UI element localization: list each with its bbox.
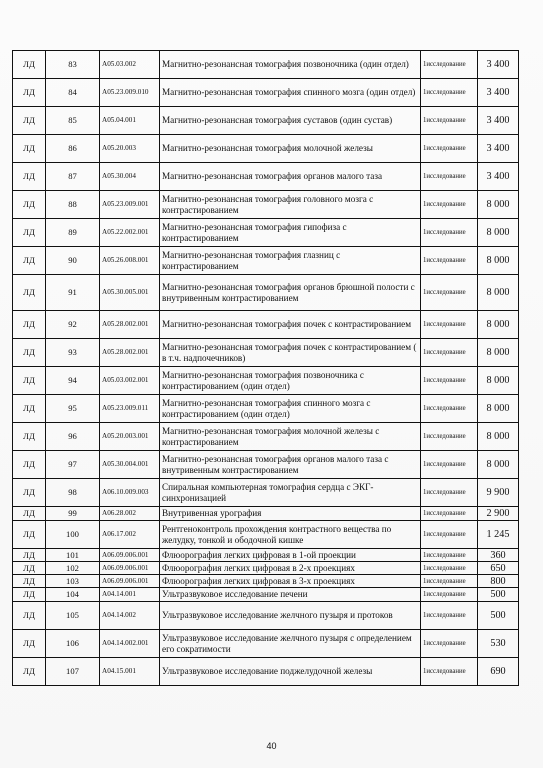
price-value: 1 245 (478, 521, 519, 549)
unit-label: 1исследование (421, 630, 478, 658)
service-code: A06.09.006.001 (100, 575, 160, 588)
service-name: Магнитно-резонансная томография молочной железы (160, 135, 421, 163)
price-value: 500 (478, 588, 519, 602)
row-type: ЛД (13, 423, 46, 451)
service-name: Рентгеноконтроль прохождения контрастного вещества по желудку, тонкой и ободочной кишке (160, 521, 421, 549)
row-number: 84 (46, 79, 100, 107)
table-row (13, 367, 519, 395)
service-name: Магнитно-резонансная томография гипофиза с контрастированием (160, 219, 421, 247)
service-code: A04.14.001 (100, 588, 160, 602)
service-code: A05.22.002.001 (100, 219, 160, 247)
unit-label: 1исследование (421, 219, 478, 247)
unit-label: 1исследование (421, 339, 478, 367)
row-type: ЛД (13, 479, 46, 507)
service-code: A05.23.009.010 (100, 79, 160, 107)
price-value: 8 000 (478, 191, 519, 219)
row-type: ЛД (13, 191, 46, 219)
service-code: A05.30.005.001 (100, 275, 160, 311)
price-value: 650 (478, 562, 519, 575)
table-row (13, 51, 519, 79)
row-number: 103 (46, 575, 100, 588)
row-type: ЛД (13, 602, 46, 630)
price-value: 3 400 (478, 79, 519, 107)
unit-label: 1исследование (421, 311, 478, 339)
table-row (13, 575, 519, 588)
row-number: 99 (46, 507, 100, 521)
price-value: 8 000 (478, 395, 519, 423)
table-row (13, 451, 519, 479)
service-code: A06.10.009.003 (100, 479, 160, 507)
service-code: A04.14.002 (100, 602, 160, 630)
row-type: ЛД (13, 219, 46, 247)
row-number: 92 (46, 311, 100, 339)
row-number: 106 (46, 630, 100, 658)
page-number: 40 (266, 741, 277, 751)
table-row (13, 549, 519, 562)
price-value: 8 000 (478, 423, 519, 451)
service-name: Магнитно-резонансная томография органов брюшной полости с внутривенным контрастированием (160, 275, 421, 311)
unit-label: 1исследование (421, 575, 478, 588)
service-name: Флюорография легких цифровая в 3-х проекциях (160, 575, 421, 588)
row-type: ЛД (13, 367, 46, 395)
unit-label: 1исследование (421, 507, 478, 521)
row-number: 107 (46, 658, 100, 686)
row-number: 102 (46, 562, 100, 575)
price-value: 2 900 (478, 507, 519, 521)
service-code: A06.28.002 (100, 507, 160, 521)
price-value: 8 000 (478, 311, 519, 339)
row-number: 98 (46, 479, 100, 507)
service-code: A05.28.002.001 (100, 311, 160, 339)
price-table-body (13, 51, 519, 686)
service-name: Магнитно-резонансная томография почек с контрастированием ( в т.ч. надпочечников) (160, 339, 421, 367)
price-value: 3 400 (478, 135, 519, 163)
row-number: 93 (46, 339, 100, 367)
row-type: ЛД (13, 521, 46, 549)
service-name: Магнитно-резонансная томография почек с контрастированием (160, 311, 421, 339)
service-name: Магнитно-резонансная томография позвоночника с контрастированием (один отдел) (160, 367, 421, 395)
row-type: ЛД (13, 588, 46, 602)
service-code: A04.14.002.001 (100, 630, 160, 658)
row-number: 87 (46, 163, 100, 191)
row-type: ЛД (13, 562, 46, 575)
table-row (13, 602, 519, 630)
unit-label: 1исследование (421, 451, 478, 479)
price-value: 8 000 (478, 247, 519, 275)
row-number: 88 (46, 191, 100, 219)
service-code: A05.23.009.001 (100, 191, 160, 219)
row-type: ЛД (13, 575, 46, 588)
price-value: 9 900 (478, 479, 519, 507)
price-table (12, 50, 519, 686)
table-row (13, 107, 519, 135)
unit-label: 1исследование (421, 562, 478, 575)
price-value: 800 (478, 575, 519, 588)
price-value: 530 (478, 630, 519, 658)
service-name: Магнитно-резонансная томография спинного мозга с контрастированием (один отдел) (160, 395, 421, 423)
row-type: ЛД (13, 51, 46, 79)
price-value: 360 (478, 549, 519, 562)
service-code: A04.15.001 (100, 658, 160, 686)
row-type: ЛД (13, 163, 46, 191)
table-row (13, 275, 519, 311)
row-type: ЛД (13, 339, 46, 367)
price-value: 3 400 (478, 107, 519, 135)
unit-label: 1исследование (421, 588, 478, 602)
price-value: 3 400 (478, 163, 519, 191)
table-row (13, 219, 519, 247)
price-value: 3 400 (478, 51, 519, 79)
price-value: 690 (478, 658, 519, 686)
unit-label: 1исследование (421, 51, 478, 79)
unit-label: 1исследование (421, 521, 478, 549)
row-number: 86 (46, 135, 100, 163)
service-name: Ультразвуковое исследование печени (160, 588, 421, 602)
service-code: A05.30.004.001 (100, 451, 160, 479)
row-number: 105 (46, 602, 100, 630)
row-type: ЛД (13, 79, 46, 107)
row-number: 97 (46, 451, 100, 479)
unit-label: 1исследование (421, 602, 478, 630)
unit-label: 1исследование (421, 107, 478, 135)
table-row (13, 395, 519, 423)
row-type: ЛД (13, 247, 46, 275)
row-number: 83 (46, 51, 100, 79)
service-code: A05.23.009.011 (100, 395, 160, 423)
price-value: 8 000 (478, 451, 519, 479)
service-code: A06.17.002 (100, 521, 160, 549)
row-type: ЛД (13, 451, 46, 479)
service-code: A05.03.002 (100, 51, 160, 79)
service-name: Магнитно-резонансная томография спинного мозга (один отдел) (160, 79, 421, 107)
service-name: Ультразвуковое исследование поджелудочной железы (160, 658, 421, 686)
unit-label: 1исследование (421, 395, 478, 423)
price-value: 8 000 (478, 367, 519, 395)
service-code: A05.20.003.001 (100, 423, 160, 451)
service-name: Ультразвуковое исследование желчного пузыря с определением его сократимости (160, 630, 421, 658)
table-row (13, 191, 519, 219)
service-code: A06.09.006.001 (100, 562, 160, 575)
unit-label: 1исследование (421, 191, 478, 219)
row-type: ЛД (13, 275, 46, 311)
table-row (13, 311, 519, 339)
table-row (13, 79, 519, 107)
service-name: Внутривенная урография (160, 507, 421, 521)
service-name: Магнитно-резонансная томография молочной железы с контрастированием (160, 423, 421, 451)
table-row (13, 479, 519, 507)
row-number: 100 (46, 521, 100, 549)
price-value: 500 (478, 602, 519, 630)
unit-label: 1исследование (421, 479, 478, 507)
price-value: 8 000 (478, 339, 519, 367)
unit-label: 1исследование (421, 135, 478, 163)
service-name: Магнитно-резонансная томография позвоночника (один отдел) (160, 51, 421, 79)
row-type: ЛД (13, 658, 46, 686)
row-number: 95 (46, 395, 100, 423)
row-number: 85 (46, 107, 100, 135)
unit-label: 1исследование (421, 79, 478, 107)
row-type: ЛД (13, 135, 46, 163)
service-code: A05.04.001 (100, 107, 160, 135)
table-row (13, 507, 519, 521)
row-number: 90 (46, 247, 100, 275)
unit-label: 1исследование (421, 658, 478, 686)
service-name: Ультразвуковое исследование желчного пузыря и протоков (160, 602, 421, 630)
unit-label: 1исследование (421, 549, 478, 562)
unit-label: 1исследование (421, 163, 478, 191)
service-name: Магнитно-резонансная томография суставов (один сустав) (160, 107, 421, 135)
row-number: 91 (46, 275, 100, 311)
service-name: Магнитно-резонансная томография глазниц с контрастированием (160, 247, 421, 275)
price-value: 8 000 (478, 275, 519, 311)
service-name: Магнитно-резонансная томография органов малого таза (160, 163, 421, 191)
row-type: ЛД (13, 395, 46, 423)
service-code: A05.26.008.001 (100, 247, 160, 275)
service-code: A05.03.002.001 (100, 367, 160, 395)
row-type: ЛД (13, 311, 46, 339)
table-row (13, 423, 519, 451)
service-name: Флюорография легких цифровая в 2-х проекциях (160, 562, 421, 575)
row-number: 89 (46, 219, 100, 247)
service-code: A05.20.003 (100, 135, 160, 163)
row-type: ЛД (13, 107, 46, 135)
table-row (13, 339, 519, 367)
service-name: Флюорография легких цифровая в 1-ой проекции (160, 549, 421, 562)
row-number: 101 (46, 549, 100, 562)
table-row (13, 562, 519, 575)
service-code: A06.09.006.001 (100, 549, 160, 562)
unit-label: 1исследование (421, 367, 478, 395)
unit-label: 1исследование (421, 275, 478, 311)
row-type: ЛД (13, 549, 46, 562)
service-code: A05.30.004 (100, 163, 160, 191)
unit-label: 1исследование (421, 423, 478, 451)
table-row (13, 630, 519, 658)
row-number: 104 (46, 588, 100, 602)
row-type: ЛД (13, 507, 46, 521)
table-row (13, 247, 519, 275)
unit-label: 1исследование (421, 247, 478, 275)
service-code: A05.28.002.001 (100, 339, 160, 367)
table-row (13, 658, 519, 686)
price-value: 8 000 (478, 219, 519, 247)
row-number: 94 (46, 367, 100, 395)
row-type: ЛД (13, 630, 46, 658)
service-name: Магнитно-резонансная томография органов малого таза с внутривенным контрастированием (160, 451, 421, 479)
table-row (13, 135, 519, 163)
service-name: Магнитно-резонансная томография головного мозга с контрастированием (160, 191, 421, 219)
row-number: 96 (46, 423, 100, 451)
service-name: Спиральная компьютерная томография сердца с ЭКГ-синхронизацией (160, 479, 421, 507)
table-row (13, 588, 519, 602)
table-row (13, 521, 519, 549)
table-row (13, 163, 519, 191)
